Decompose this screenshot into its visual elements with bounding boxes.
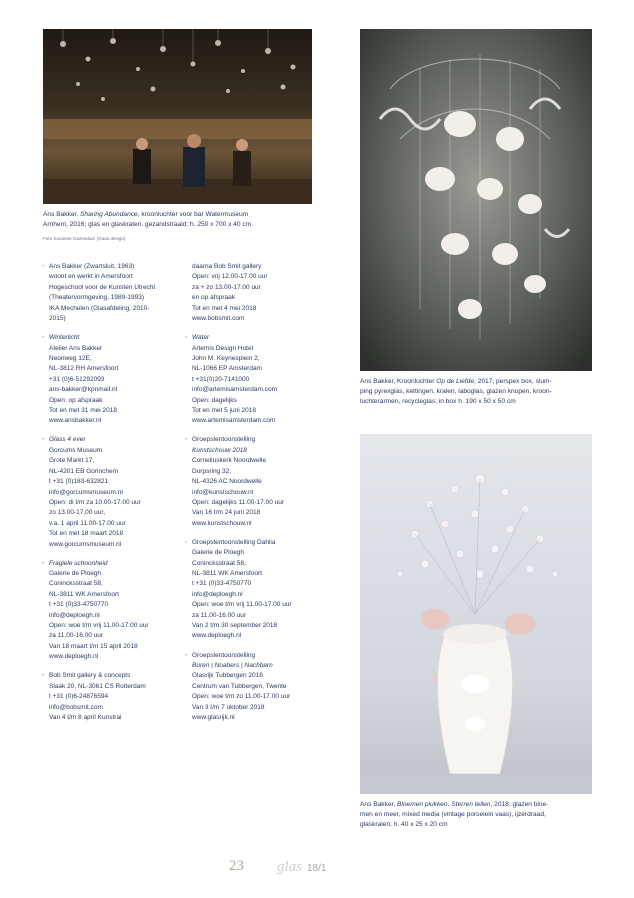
exhibition-entry — [185, 435, 335, 529]
exhibition-line: (Theatervormgeving, 1989-1993) — [49, 294, 145, 302]
exhibition-line: t +31 (0)183-632821 — [49, 478, 109, 486]
caption-3-rest: , 2018; glazen bloe- — [490, 801, 549, 808]
exhibition-line: info@gorcumsmuseum.nl — [49, 488, 123, 496]
exhibition-line: ans-bakker@kpnmail.nl — [49, 386, 118, 394]
exhibition-entry — [185, 262, 335, 324]
magazine-logo: glas — [277, 859, 303, 875]
exhibition-line: Open: woe t/m vrij 11.00-17.00 uur — [192, 601, 292, 609]
exhibition-line: • Ans Bakker (Zwartsluit, 1963) — [42, 262, 190, 272]
exhibition-line: info@kunstschouw.nl — [192, 488, 254, 496]
exhibition-line: Glasrijk Tubbergen 2018 — [192, 672, 263, 680]
exhibition-line: Kunstschouw 2018 — [192, 446, 247, 454]
page-number: 23 — [229, 858, 244, 874]
exhibition-line: NL-3812 RH Amersfoort — [49, 365, 119, 373]
photo-bloemen-plukken — [360, 434, 592, 794]
exhibition-line: www.deploegh.nl — [192, 632, 242, 640]
caption-1-rest: , kroonluchter voor bar Watermuseum — [137, 211, 249, 218]
exhibition-line: Corneliuskerk Noordwelle — [192, 457, 267, 465]
exhibition-line: www.gorcumsmuseum.nl — [49, 540, 122, 548]
exhibition-line: Tot en met 4 mei 2018 — [192, 304, 257, 312]
exhibition-line: Van 18 maart t/m 15 april 2018 — [49, 642, 138, 650]
exhibition-line: • Glass 4 ever — [42, 435, 190, 445]
caption-3-line3: glaskralen; h. 40 x 25 x 20 cm — [360, 821, 448, 829]
exhibition-line: NL-1066 EP Amsterdam — [192, 365, 262, 373]
exhibition-line: Open: dagelijks 11.00-17.00 uur — [192, 498, 285, 506]
exhibition-line: Open: vrij 12.00-17.00 uur — [192, 273, 268, 281]
photo-op-de-liefde — [360, 29, 592, 371]
exhibition-entry — [185, 333, 335, 427]
exhibition-line: Gorcums Museum — [49, 446, 103, 454]
vase-photo-graphic — [360, 434, 592, 794]
exhibition-line: info@deploegh.nl — [49, 611, 100, 619]
exhibition-line: • Water — [185, 333, 335, 343]
exhibitions-column-left — [42, 262, 190, 732]
exhibition-entry — [42, 262, 190, 324]
exhibition-line: Galerie de Ploegh — [49, 570, 102, 578]
caption-2-title: Op de Liefde — [436, 378, 474, 385]
exhibition-line: www.bobsmit.com — [192, 315, 245, 323]
exhibition-line: NL-3811 WK Amersfoort — [192, 570, 262, 578]
caption-3-artist: Ans Bakker, — [360, 801, 398, 808]
exhibition-line: • Groepstentoonstelling Dahlia — [185, 538, 335, 548]
exhibition-line: www.glasrijk.nl — [192, 714, 235, 721]
caption-1-title: Sharing Abundance — [80, 211, 138, 218]
exhibition-line: NL-4326 AC Noordwelle — [192, 478, 262, 486]
exhibition-line: Tot en met 5 juni 2018 — [192, 406, 256, 414]
exhibition-line: t +31 (0)6-24876594 — [49, 693, 109, 701]
exhibition-line: Open: dagelijks — [192, 396, 237, 404]
exhibition-line: Galerie de Ploegh — [192, 549, 245, 557]
exhibition-line: Van 3 t/m 7 oktober 2018 — [192, 703, 265, 711]
exhibition-entry — [42, 435, 190, 549]
caption-photo-2 — [360, 377, 600, 408]
exhibition-line: Conincksstraat 58, — [192, 559, 246, 567]
caption-photo-1 — [43, 210, 318, 230]
caption-1-artist: Ans Bakker, — [43, 211, 81, 218]
exhibition-line: en op afspraak — [192, 294, 236, 302]
exhibition-line: Van 2 t/m 30 september 2018 — [192, 622, 278, 630]
exhibition-line: Van 16 t/m 24 juni 2018 — [192, 509, 261, 517]
exhibition-line: NL-4201 EB Gorinchem — [49, 467, 119, 475]
exhibition-line: • Bob Smit gallery & concepts — [42, 671, 190, 681]
exhibition-line: info@deploegh.nl — [192, 590, 243, 598]
caption-2-artist: Ans Bakker, Kroonluchter — [360, 378, 437, 385]
exhibition-line: Open: woe t/m vrij 11.00-17.00 uur — [49, 622, 149, 630]
exhibition-line: www.deploegh.nl — [49, 653, 99, 661]
caption-1-line2: Arnhem, 2016; glas en glaskralen, gezandstraald; h. 250 x 700 x 40 cm. — [43, 221, 254, 229]
exhibition-line: www.kunstschouw.nl — [192, 519, 252, 527]
exhibition-line: Dorpsring 32, — [192, 467, 232, 475]
exhibition-line: v.a. 1 april 11.00-17.00 uur — [49, 519, 126, 527]
exhibition-entry — [42, 559, 190, 663]
exhibition-line: +31 (0)6-51292093 — [49, 375, 105, 383]
exhibition-line: Artemis Design Hotel — [192, 344, 254, 352]
caption-2-rest: , 2017; perspex box, slum- — [474, 378, 552, 385]
exhibition-line: Open: di t/m za 10.00-17.00 uur — [49, 498, 141, 506]
caption-3-title: Bloemen plukken, Sterren tellen — [397, 801, 491, 808]
exhibition-line: zo 13.00-17.00 uur, — [49, 509, 106, 517]
caption-3-line2: men en meer, mixed media (vintage porselein vaas), ijzerdraad, — [360, 811, 546, 819]
exhibition-line: Conincksstraat 58, — [49, 580, 103, 588]
exhibition-line: Van 4 t/m 8 april Kunstrai — [49, 714, 122, 721]
exhibition-line: John M. Keynesplein 2, — [192, 354, 260, 362]
exhibition-line: t +31(0)20-7141000 — [192, 375, 250, 383]
exhibition-line: • Groepstentoonstelling — [185, 651, 335, 661]
exhibition-line: Tot en met 31 mei 2018 — [49, 406, 117, 414]
exhibition-line: Hogeschool voor de Kunsten Utrecht — [49, 283, 156, 291]
exhibition-line: t +31 (0)33-4750770 — [49, 601, 109, 609]
exhibitions-column-right — [185, 262, 335, 732]
exhibition-entry — [42, 671, 190, 723]
caption-2-line3: luchterarmen, recycleglas; in box h. 190 x 50 x 50 cm — [360, 398, 516, 406]
issue-number: 18/1 — [307, 863, 327, 874]
exhibition-line: • Winterlicht — [42, 333, 190, 343]
exhibition-line: Grote Markt 17, — [49, 457, 95, 465]
exhibition-line: woont en werkt in Amersfoort — [49, 273, 133, 281]
exhibition-line: Open: woe t/m zo 11.00-17.00 uur — [192, 693, 291, 701]
exhibition-line: za 11.00-16.00 uur — [49, 632, 104, 640]
exhibition-line: Buren | Noabers | Nachbarn — [192, 661, 273, 669]
exhibition-line: daarna Bob Smit gallery — [192, 263, 262, 270]
chandelier-photo-graphic — [360, 29, 592, 371]
exhibition-line: Tot en met 18 maart 2018 — [49, 530, 124, 538]
exhibition-entry — [185, 651, 335, 724]
exhibition-line: za 11.00-16.00 uur — [192, 611, 247, 619]
exhibition-line: • Groepstentoonstelling — [185, 435, 335, 445]
exhibition-line: za + zo 13.00-17.00 uur — [192, 283, 261, 291]
exhibition-entry — [42, 333, 190, 427]
exhibition-entry — [185, 538, 335, 642]
exhibition-line: Centrum van Tubbergen, Twente — [192, 682, 287, 690]
exhibition-line: Slaak 20, NL-3061 CS Rotterdam — [49, 682, 146, 690]
exhibition-line: t +31 (0)33-4750770 — [192, 580, 252, 588]
exhibition-line: NL-3811 WK Amersfoort — [49, 590, 119, 598]
exhibition-line: www.ansbakker.nl — [49, 417, 102, 425]
exhibition-line: 2015) — [49, 315, 66, 323]
exhibition-line: IKA Mechelen (Glasafdeling, 2010- — [49, 304, 150, 312]
caption-2-line2: ping pyrexglas, kettingen, kralen, laboglas, glazen knopen, kroon- — [360, 388, 552, 396]
exhibition-line: www.artemisamsterdam.com — [192, 417, 276, 425]
exhibition-line: Open: op afspraak — [49, 396, 103, 404]
photo-sharing-abundance — [43, 29, 312, 204]
caption-photo-3 — [360, 800, 600, 831]
exhibition-line: info@bobsmit.com — [49, 703, 103, 711]
exhibition-line: Atelier Ans Bakker — [49, 344, 103, 352]
bar-photo-graphic — [43, 29, 312, 204]
exhibition-line: info@artemisamsterdam.com — [192, 386, 277, 394]
exhibition-line: Neonweg 12E, — [49, 354, 92, 362]
exhibition-line: • Fragiele schoonheid — [42, 559, 190, 569]
photo-credit-1: Foto Suzanne Gazendam (Gaas design) — [43, 236, 126, 241]
